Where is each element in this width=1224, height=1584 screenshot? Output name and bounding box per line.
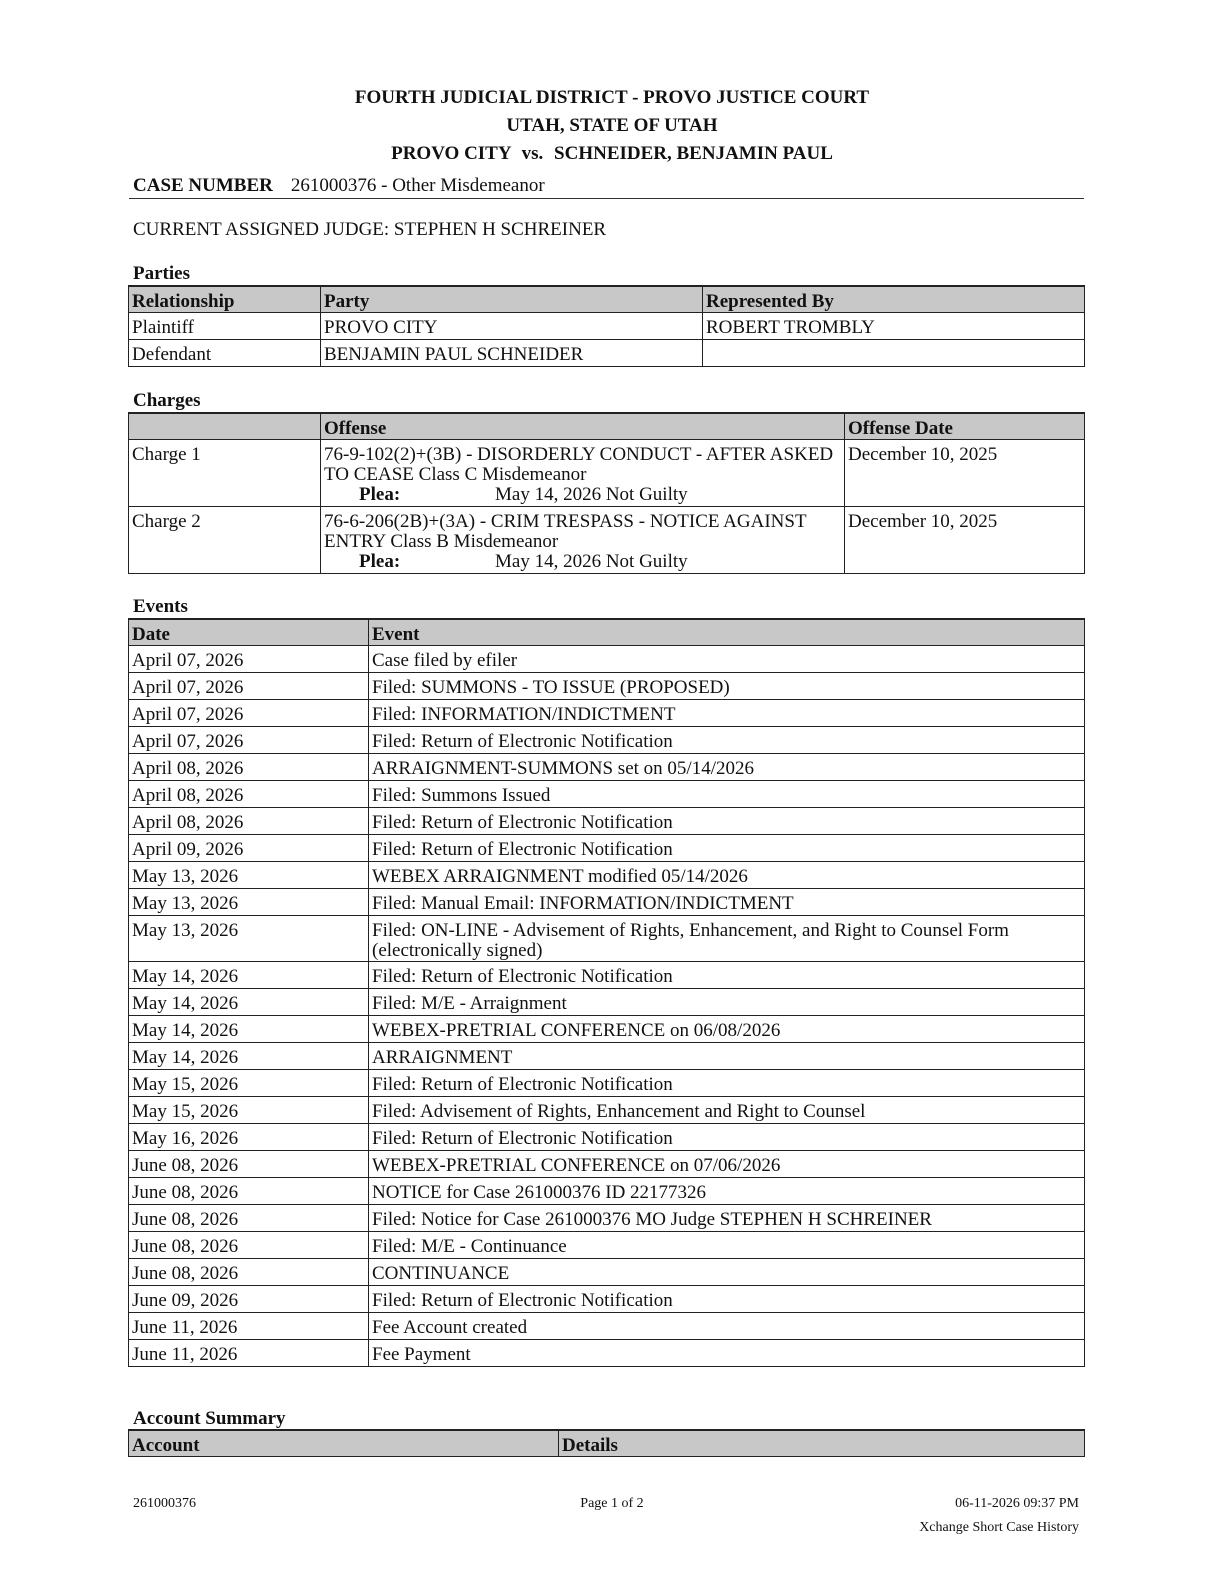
event-row bbox=[129, 1285, 1085, 1312]
event-description: WEBEX ARRAIGNMENT modified 05/14/2026 bbox=[369, 861, 1085, 888]
event-row bbox=[129, 1015, 1085, 1042]
footer-case-number: 261000376 bbox=[133, 1496, 196, 1511]
party-row bbox=[129, 312, 1085, 339]
event-description: Filed: Return of Electronic Notification bbox=[369, 1069, 1085, 1096]
event-description: WEBEX-PRETRIAL CONFERENCE on 06/08/2026 bbox=[369, 1015, 1085, 1042]
event-row bbox=[129, 780, 1085, 807]
event-description: Filed: Return of Electronic Notification bbox=[369, 1285, 1085, 1312]
party-relationship: Plaintiff bbox=[129, 312, 321, 339]
event-date: May 14, 2026 bbox=[129, 961, 369, 988]
event-row bbox=[129, 861, 1085, 888]
event-row bbox=[129, 915, 1085, 961]
event-description: CONTINUANCE bbox=[369, 1258, 1085, 1285]
event-description: Fee Account created bbox=[369, 1312, 1085, 1339]
case-number-line bbox=[129, 174, 1084, 199]
case-number-value: 261000376 - Other Misdemeanor bbox=[290, 175, 545, 196]
event-date: April 07, 2026 bbox=[129, 699, 369, 726]
footer-report-name: Xchange Short Case History bbox=[919, 1520, 1079, 1535]
court-header bbox=[0, 84, 1224, 168]
event-row bbox=[129, 1042, 1085, 1069]
event-date: May 14, 2026 bbox=[129, 1042, 369, 1069]
event-date: May 13, 2026 bbox=[129, 861, 369, 888]
charges-header-offense-date: Offense Date bbox=[845, 413, 1085, 439]
assigned-judge: CURRENT ASSIGNED JUDGE: STEPHEN H SCHREINER bbox=[133, 219, 607, 240]
event-row bbox=[129, 1204, 1085, 1231]
event-description: Filed: INFORMATION/INDICTMENT bbox=[369, 699, 1085, 726]
party-name: BENJAMIN PAUL SCHNEIDER bbox=[321, 339, 703, 366]
event-row bbox=[129, 988, 1085, 1015]
event-row bbox=[129, 807, 1085, 834]
event-description: Filed: Return of Electronic Notification bbox=[369, 834, 1085, 861]
charge-offense bbox=[321, 506, 845, 573]
plea-label: Plea: bbox=[359, 550, 401, 572]
parties-header-row bbox=[129, 286, 1085, 312]
event-date: May 16, 2026 bbox=[129, 1123, 369, 1150]
event-row bbox=[129, 1177, 1085, 1204]
charge-name: Charge 2 bbox=[129, 506, 321, 573]
event-date: May 13, 2026 bbox=[129, 888, 369, 915]
event-date: April 08, 2026 bbox=[129, 780, 369, 807]
event-row bbox=[129, 961, 1085, 988]
charge-plea bbox=[324, 485, 841, 505]
case-number-label: CASE NUMBER bbox=[133, 175, 273, 196]
event-row bbox=[129, 1258, 1085, 1285]
event-row bbox=[129, 726, 1085, 753]
events-body bbox=[129, 645, 1085, 1366]
charges-header-offense: Offense bbox=[321, 413, 845, 439]
charges-title: Charges bbox=[133, 390, 201, 411]
events-table bbox=[128, 618, 1085, 1367]
plea-value: May 14, 2026 Not Guilty bbox=[495, 550, 688, 572]
event-row bbox=[129, 1069, 1085, 1096]
event-date: June 11, 2026 bbox=[129, 1312, 369, 1339]
party-relationship: Defendant bbox=[129, 339, 321, 366]
event-date: May 14, 2026 bbox=[129, 988, 369, 1015]
charges-header-row bbox=[129, 413, 1085, 439]
event-date: May 13, 2026 bbox=[129, 915, 369, 961]
plea-label: Plea: bbox=[359, 483, 401, 505]
charge-plea bbox=[324, 552, 841, 572]
event-row bbox=[129, 888, 1085, 915]
event-description: ARRAIGNMENT-SUMMONS set on 05/14/2026 bbox=[369, 753, 1085, 780]
parties-title: Parties bbox=[133, 263, 190, 284]
event-row bbox=[129, 1312, 1085, 1339]
event-date: June 08, 2026 bbox=[129, 1150, 369, 1177]
event-description: Filed: SUMMONS - TO ISSUE (PROPOSED) bbox=[369, 672, 1085, 699]
party-represented-by bbox=[703, 339, 1085, 366]
event-description: Filed: Notice for Case 261000376 MO Judge STEPHEN H SCHREINER bbox=[369, 1204, 1085, 1231]
caption-defendant: SCHNEIDER, BENJAMIN PAUL bbox=[554, 143, 833, 164]
event-description: Filed: ON-LINE - Advisement of Rights, Enhancement, and Right to Counsel Form (electronically signed) bbox=[369, 915, 1085, 961]
parties-table bbox=[128, 285, 1085, 367]
event-row bbox=[129, 753, 1085, 780]
account-summary-table bbox=[128, 1429, 1085, 1457]
charges-table bbox=[128, 412, 1085, 574]
event-date: April 07, 2026 bbox=[129, 645, 369, 672]
caption-plaintiff: PROVO CITY bbox=[391, 143, 511, 164]
account-summary-header-account: Account bbox=[129, 1430, 559, 1456]
event-row bbox=[129, 1231, 1085, 1258]
court-name: FOURTH JUDICIAL DISTRICT - PROVO JUSTICE COURT bbox=[354, 87, 870, 108]
event-description: Filed: M/E - Continuance bbox=[369, 1231, 1085, 1258]
event-description: ARRAIGNMENT bbox=[369, 1042, 1085, 1069]
event-date: June 08, 2026 bbox=[129, 1231, 369, 1258]
event-description: Filed: Return of Electronic Notification bbox=[369, 807, 1085, 834]
event-description: Filed: Return of Electronic Notification bbox=[369, 726, 1085, 753]
account-summary-header-row bbox=[129, 1430, 1085, 1456]
charge-row bbox=[129, 506, 1085, 573]
event-row bbox=[129, 1150, 1085, 1177]
event-row bbox=[129, 1123, 1085, 1150]
parties-header-represented-by: Represented By bbox=[703, 286, 1085, 312]
events-header-row bbox=[129, 619, 1085, 645]
event-date: April 07, 2026 bbox=[129, 672, 369, 699]
event-description: Case filed by efiler bbox=[369, 645, 1085, 672]
event-date: April 08, 2026 bbox=[129, 807, 369, 834]
caption-vs: vs. bbox=[521, 143, 544, 164]
event-date: May 14, 2026 bbox=[129, 1015, 369, 1042]
event-row bbox=[129, 645, 1085, 672]
event-date: April 07, 2026 bbox=[129, 726, 369, 753]
event-description: Filed: Manual Email: INFORMATION/INDICTMENT bbox=[369, 888, 1085, 915]
court-state: UTAH, STATE OF UTAH bbox=[506, 115, 718, 136]
account-summary-header-details: Details bbox=[559, 1430, 1085, 1456]
event-date: June 09, 2026 bbox=[129, 1285, 369, 1312]
parties-header-relationship: Relationship bbox=[129, 286, 321, 312]
event-description: Filed: Advisement of Rights, Enhancement and Right to Counsel bbox=[369, 1096, 1085, 1123]
event-date: June 08, 2026 bbox=[129, 1177, 369, 1204]
party-represented-by: ROBERT TROMBLY bbox=[703, 312, 1085, 339]
event-date: June 08, 2026 bbox=[129, 1258, 369, 1285]
event-date: June 08, 2026 bbox=[129, 1204, 369, 1231]
event-date: June 11, 2026 bbox=[129, 1339, 369, 1366]
charge-offense-date: December 10, 2025 bbox=[845, 439, 1085, 506]
plea-value: May 14, 2026 Not Guilty bbox=[495, 483, 688, 505]
account-summary-title: Account Summary bbox=[133, 1408, 286, 1429]
event-row bbox=[129, 699, 1085, 726]
case-caption bbox=[0, 140, 1224, 168]
events-header-date: Date bbox=[129, 619, 369, 645]
event-description: Filed: Return of Electronic Notification bbox=[369, 1123, 1085, 1150]
event-date: April 09, 2026 bbox=[129, 834, 369, 861]
event-row bbox=[129, 1096, 1085, 1123]
event-description: NOTICE for Case 261000376 ID 22177326 bbox=[369, 1177, 1085, 1204]
event-description: Filed: M/E - Arraignment bbox=[369, 988, 1085, 1015]
event-description: Fee Payment bbox=[369, 1339, 1085, 1366]
event-date: April 08, 2026 bbox=[129, 753, 369, 780]
party-name: PROVO CITY bbox=[321, 312, 703, 339]
event-row bbox=[129, 672, 1085, 699]
event-date: May 15, 2026 bbox=[129, 1069, 369, 1096]
footer-page-number: Page 1 of 2 bbox=[580, 1496, 644, 1511]
charge-name: Charge 1 bbox=[129, 439, 321, 506]
party-row bbox=[129, 339, 1085, 366]
event-description: Filed: Return of Electronic Notification bbox=[369, 961, 1085, 988]
charge-offense-text: 76-6-206(2B)+(3A) - CRIM TRESPASS - NOTICE AGAINST ENTRY Class B Misdemeanor bbox=[324, 510, 807, 552]
event-description: WEBEX-PRETRIAL CONFERENCE on 07/06/2026 bbox=[369, 1150, 1085, 1177]
charge-offense bbox=[321, 439, 845, 506]
event-row bbox=[129, 1339, 1085, 1366]
charge-offense-text: 76-9-102(2)+(3B) - DISORDERLY CONDUCT - AFTER ASKED TO CEASE Class C Misdemeanor bbox=[324, 443, 834, 485]
charge-offense-date: December 10, 2025 bbox=[845, 506, 1085, 573]
charges-header-blank bbox=[129, 413, 321, 439]
parties-header-party: Party bbox=[321, 286, 703, 312]
event-date: May 15, 2026 bbox=[129, 1096, 369, 1123]
event-row bbox=[129, 834, 1085, 861]
events-title: Events bbox=[133, 596, 188, 617]
charge-row bbox=[129, 439, 1085, 506]
events-header-event: Event bbox=[369, 619, 1085, 645]
footer-timestamp: 06-11-2026 09:37 PM bbox=[955, 1496, 1079, 1511]
event-description: Filed: Summons Issued bbox=[369, 780, 1085, 807]
